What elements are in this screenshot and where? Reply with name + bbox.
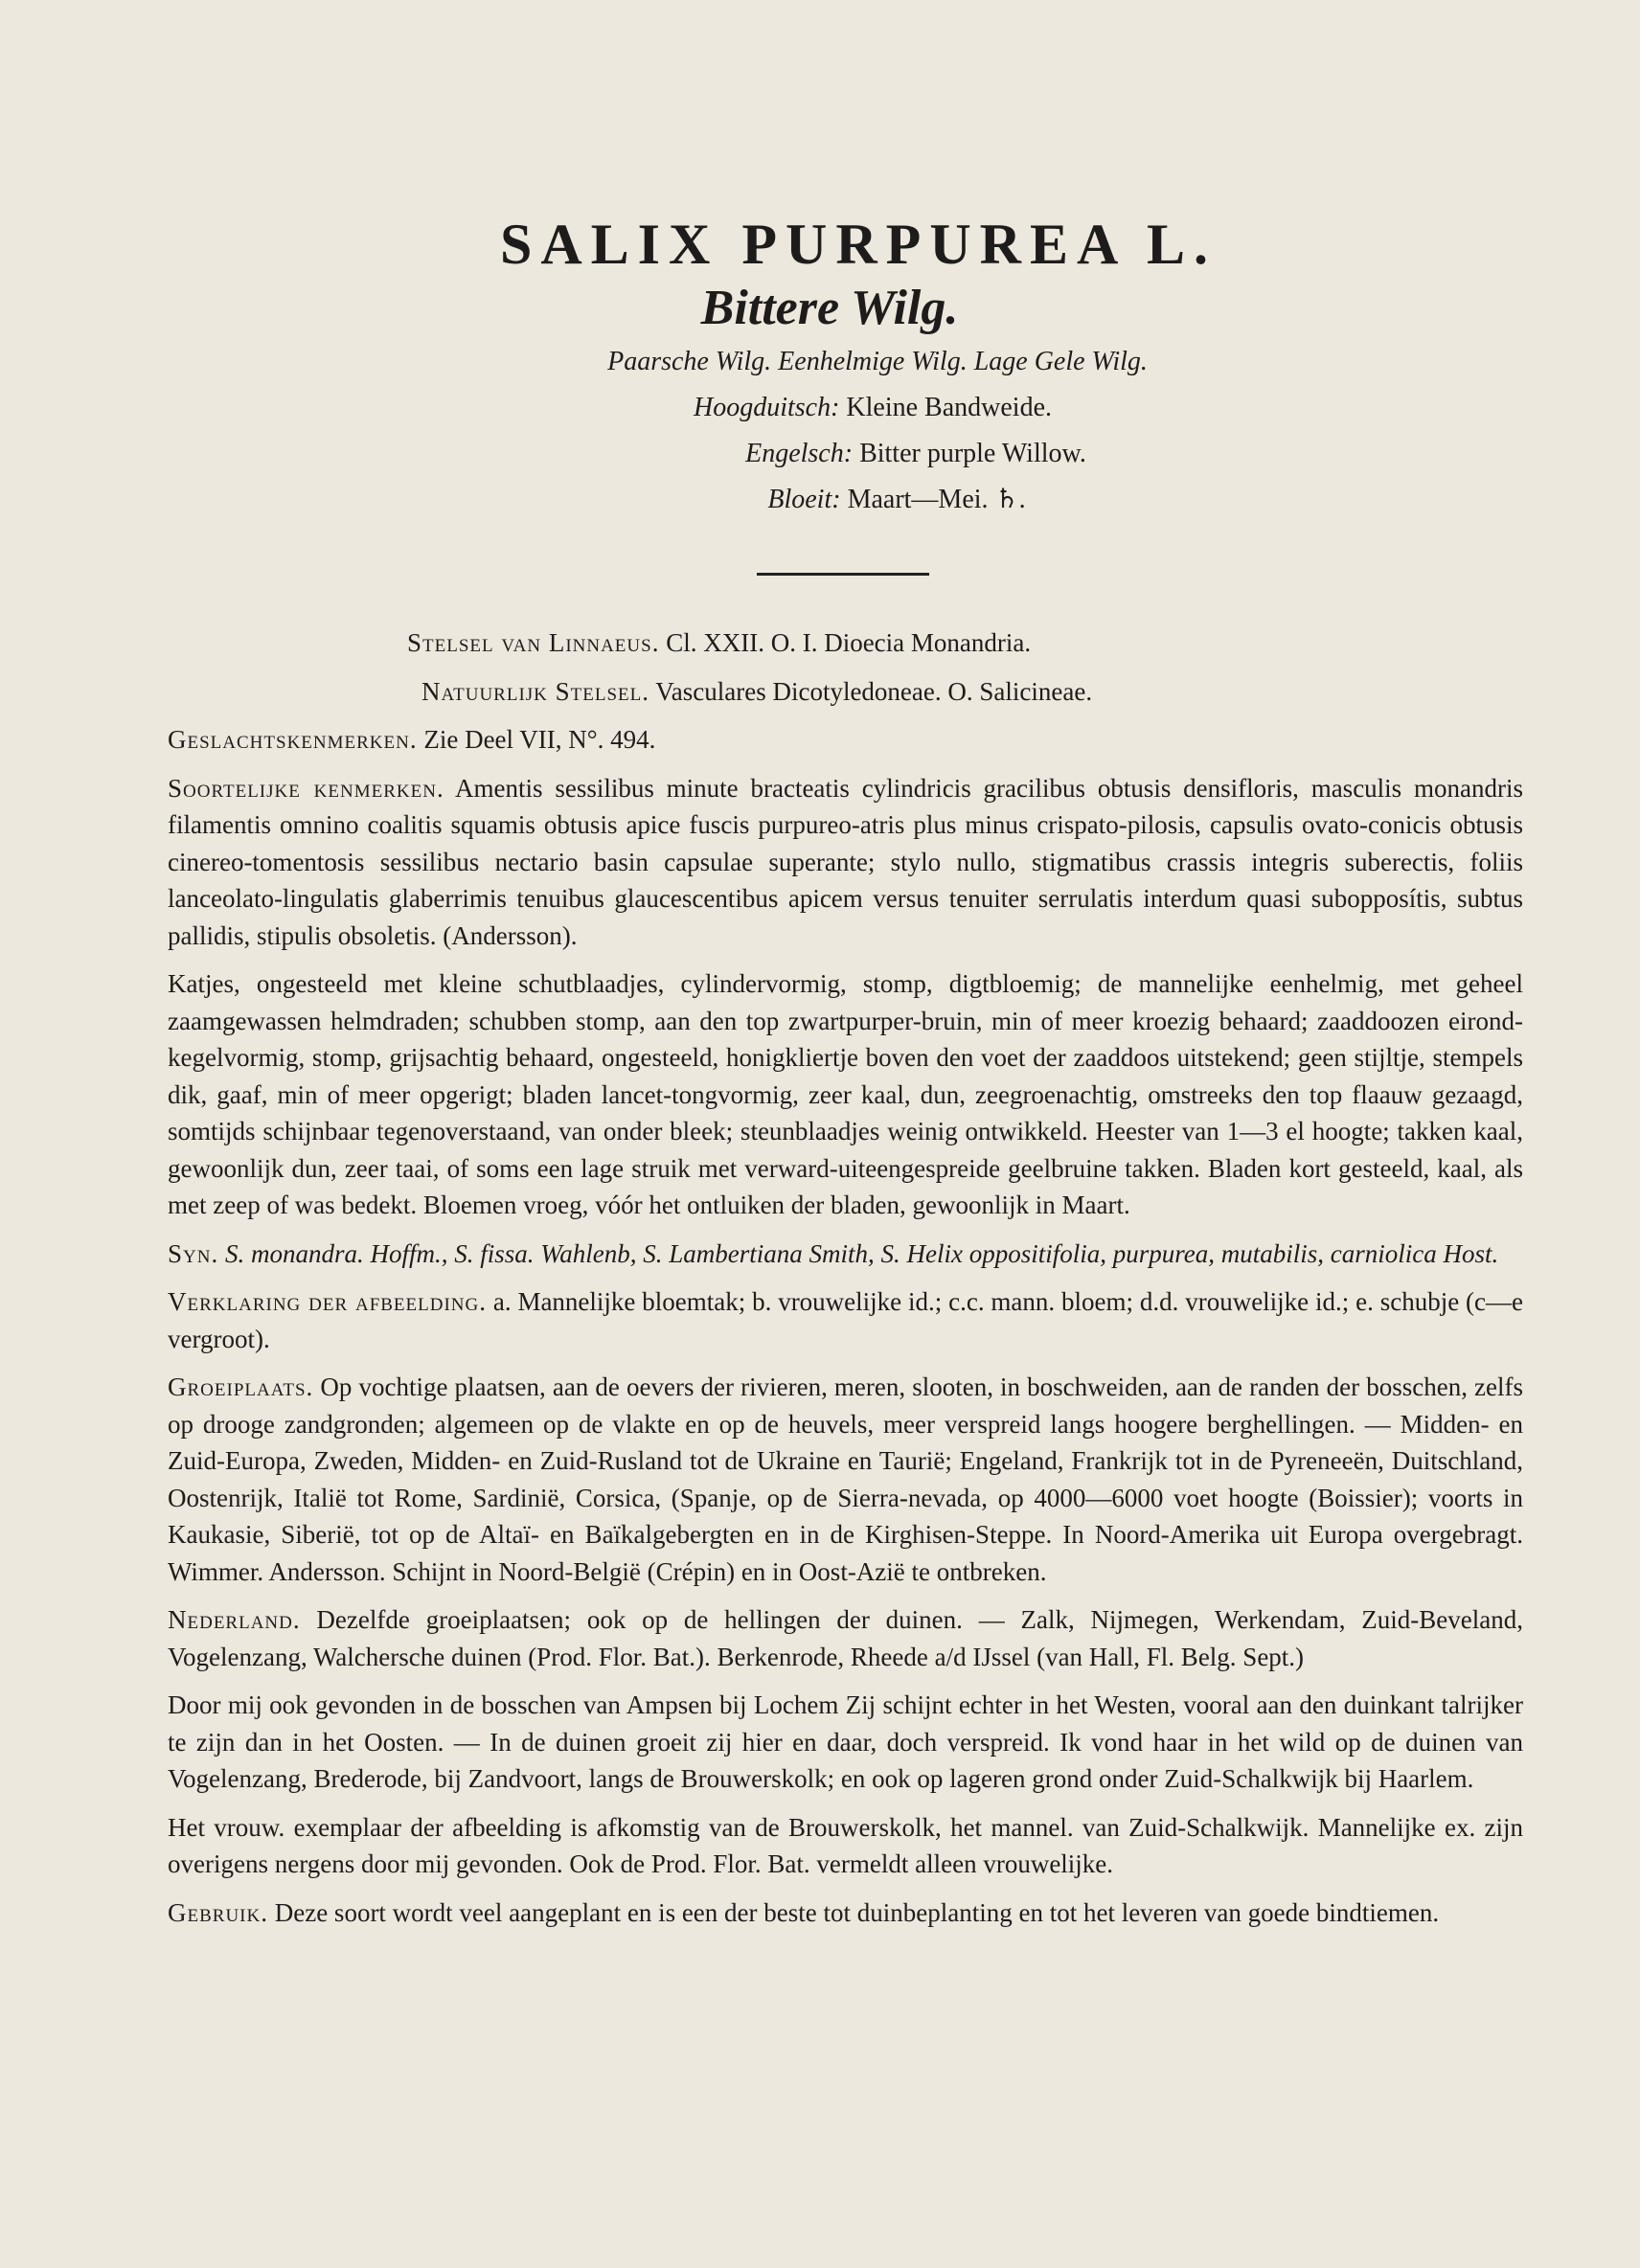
linnaeus-system: Stelsel van Linnaeus. Cl. XXII. O. I. Dioecia Monandria. (407, 628, 1032, 657)
divider (757, 573, 929, 576)
plate-explanation: Verklaring der afbeelding. a. Mannelijke bloemtak; b. vrouwelijke id.; c.c. mann. bloem; d.d. vrouwelijke id.; e. schubje (c—e vergroot). (168, 1287, 1523, 1353)
synonyms: Syn. S. monandra. Hoffm., S. fissa. Wahlenb, S. Lambertiana Smith, S. Helix oppositifolia, purpurea, mutabilis, carniolica Host. (168, 1238, 1499, 1268)
german-name: Hoogduitsch: Kleine Bandweide. (693, 393, 1053, 422)
species-characters: Soortelijke kenmerken. Amentis sessilibus minute bracteatis cylindricis gracilibus obtusis densifloris, masculis monandris filamentis omnino coalitis squamis obtusis apice fuscis purpureo-atris plus minus crispato-pilosis, capsulis ovato-conicis obtusis cinereo-tomentosis sessilibus nectario basin capsulae superante; stylo nullo, stigmatibus crassis integris suberectis, foliis lanceolato-lingulatis glaberrimis tenuibus glaucescentibus apicem versus tenuiter serrulatis interdum quasi subopposítis, subtus pallidis, stipulis obsoletis. (Andersson). (168, 773, 1523, 950)
body-text (168, 624, 1523, 1942)
own-find: Door mij ook gevonden in de bosschen van Ampsen bij Lochem Zij schijnt echter in het Westen, vooral aan den duinkant talrijker te zijn dan in het Oosten. — In de duinen groeit zij hier en daar, doch verspreid. Ik vond haar in het wild op de duinen van Vogelenzang, Brederode, bij Zandvoort, langs de Brouwerskolk; en ook op lageren grond onder Zuid-Schalkwijk bij Haarlem. (168, 1690, 1523, 1793)
bloom-time: Bloeit: Maart—Mei. ♄. (767, 485, 1026, 514)
description: Katjes, ongesteeld met kleine schutblaadjes, cylindervormig, stomp, digtbloemig; de mannelijke eenhelmig, met geheel zaamgewassen helmdraden; schubben stomp, aan den top zwartpurper-bruin, min of meer kroezig behaard; zaaddoozen eirond-kegelvormig, stomp, grijsachtig behaard, ongesteeld, honigkliertje boven den voet der zaaddoos uitstekend; geen stijltje, stempels dik, gaaf, min of meer opgerigt; bladen lancet-tongvormig, zeer kaal, dun, zeegroenachtig, omstreeks den top flaauw gezaagd, somtijds schijnbaar tegenoverstaand, van onder bleek; steunblaadjes weinig ontwikkeld. Heester van 1—3 el hoogte; takken kaal, gewoonlijk dun, zeer taai, of soms een lage struik met verward-uiteengespreide geelbruine takken. Bladen kort gesteeld, kaal, als met zeep of was bedekt. Bloemen vroeg, vóór het ontluiken der bladen, gewoonlijk in Maart. (168, 969, 1523, 1219)
natural-system: Natuurlijk Stelsel. Vasculares Dicotyledoneae. O. Salicineae. (421, 676, 1093, 706)
page-title: SALIX PURPUREA L. (499, 213, 1218, 276)
page-subtitle: Bittere Wilg. (700, 281, 959, 335)
common-names: Paarsche Wilg. Eenhelmige Wilg. Lage Gele Wilg. (607, 347, 1148, 376)
netherlands: Nederland. Dezelfde groeiplaatsen; ook op de hellingen der duinen. — Zalk, Nijmegen, Werkendam, Zuid-Beveland, Vogelenzang, Walchersche duinen (Prod. Flor. Bat.). Berkenrode, Rheede a/d IJssel (van Hall, Fl. Belg. Sept.) (168, 1605, 1523, 1671)
use: Gebruik. Deze soort wordt veel aangeplant en is een der beste tot duinbeplanting en tot het leveren van goede bindtiemen. (168, 1897, 1440, 1927)
habitat: Groeiplaats. Op vochtige plaatsen, aan de oevers der rivieren, meren, slooten, in boschweiden, aan de randen der bosschen, zelfs op drooge zandgronden; algemeen op de vlakte en op de heuvels, meer verspreid langs hoogere berghellingen. — Midden- en Zuid-Europa, Zweden, Midden- en Zuid-Rusland tot de Ukraine en Taurië; Engeland, Frankrijk tot in de Pyreneeën, Duitschland, Oostenrijk, Italië tot Rome, Sardinië, Corsica, (Spanje, op de Sierra-nevada, op 4000—6000 voet hoogte (Boissier); voorts in Kaukasie, Siberië, tot op de Altaï- en Baïkalgebergten en in de Kirghisen-Steppe. In Noord-Amerika uit Europa overgebragt. Wimmer. Andersson. Schijnt in Noord-België (Crépin) en in Oost-Azië te ontbreken. (168, 1372, 1524, 1586)
specimen-note: Het vrouw. exemplaar der afbeelding is afkomstig van de Brouwerskolk, het mannel. van Zuid-Schalkwijk. Mannelijke ex. zijn overigens nergens door mij gevonden. Ook de Prod. Flor. Bat. vermeldt alleen vrouwelijke. (168, 1812, 1523, 1878)
english-name: Engelsch: Bitter purple Willow. (745, 439, 1086, 468)
genus-characters: Geslachtskenmerken. Zie Deel VII, N°. 494. (168, 725, 656, 754)
header (0, 211, 1640, 523)
